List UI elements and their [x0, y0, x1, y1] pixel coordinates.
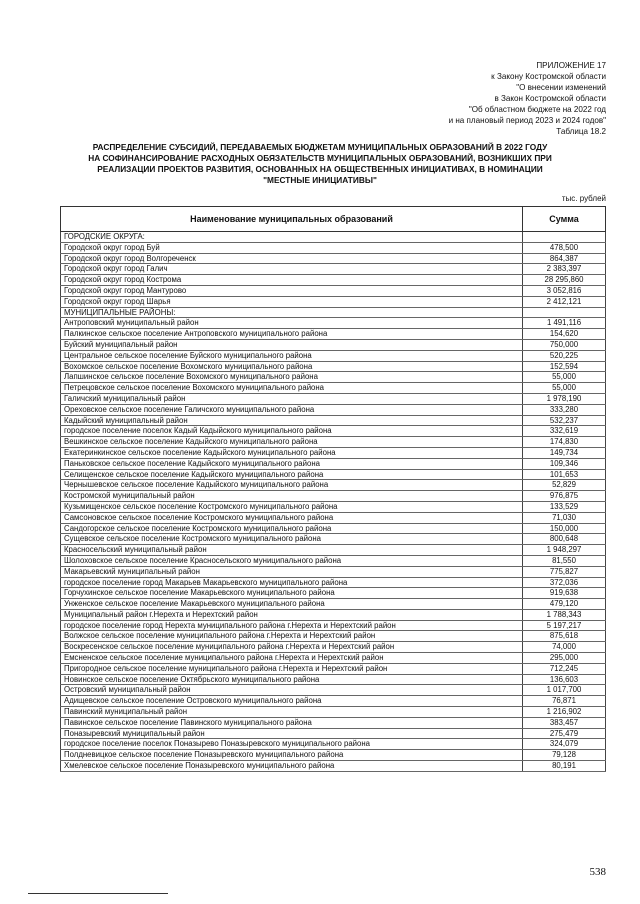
row-name: Сандогорское сельское поселение Костромского муниципального района [61, 523, 523, 534]
table-row [61, 242, 606, 253]
appendix-line: в Закон Костромской области [494, 94, 606, 103]
row-name: Костромской муниципальный район [61, 491, 523, 502]
row-sum: 76,871 [523, 696, 606, 707]
row-name: Новинское сельское поселение Октябрьского муниципального района [61, 674, 523, 685]
row-name: Буйский муниципальный район [61, 339, 523, 350]
appendix-line: "Об областном бюджете на 2022 год [468, 105, 606, 114]
row-sum: 750,000 [523, 339, 606, 350]
row-name: МУНИЦИПАЛЬНЫЕ РАЙОНЫ: [61, 307, 523, 318]
row-name: ГОРОДСКИЕ ОКРУГА: [61, 232, 523, 243]
row-sum: 1 216,902 [523, 707, 606, 718]
row-sum: 275,479 [523, 728, 606, 739]
row-name: Вешкинское сельское поселение Кадыйского муниципального района [61, 437, 523, 448]
table-row [61, 437, 606, 448]
row-sum [523, 232, 606, 243]
table-row [61, 750, 606, 761]
row-sum: 332,619 [523, 426, 606, 437]
title-line: РЕАЛИЗАЦИИ ПРОЕКТОВ РАЗВИТИЯ, ОСНОВАННЫХ НА ОБЩЕСТВЕННЫХ ИНИЦИАТИВАХ, В НОМИНАЦИИ [97, 164, 543, 174]
row-sum: 532,237 [523, 415, 606, 426]
row-sum: 976,875 [523, 491, 606, 502]
table-row [61, 609, 606, 620]
units-label: тыс. рублей [561, 194, 606, 203]
row-name: Городской округ город Мантурово [61, 285, 523, 296]
row-sum: 28 295,860 [523, 275, 606, 286]
row-sum: 149,734 [523, 447, 606, 458]
row-name: Городской округ город Буй [61, 242, 523, 253]
row-sum: 383,457 [523, 717, 606, 728]
table-row [61, 415, 606, 426]
row-sum: 324,079 [523, 739, 606, 750]
table-row [61, 761, 606, 772]
row-sum: 1 017,700 [523, 685, 606, 696]
row-name: Хмелевское сельское поселение Поназыревского муниципального района [61, 761, 523, 772]
table-row [61, 296, 606, 307]
header-sum: Сумма [523, 207, 606, 232]
row-sum: 136,603 [523, 674, 606, 685]
row-name: городское поселение поселок Поназырево Поназыревского муниципального района [61, 739, 523, 750]
table-body [61, 232, 606, 772]
table-row [61, 329, 606, 340]
row-name: Макарьевский муниципальный район [61, 566, 523, 577]
table-row [61, 307, 606, 318]
table-row [61, 653, 606, 664]
table-row [61, 285, 606, 296]
row-name: Унженское сельское поселение Макарьевского муниципального района [61, 599, 523, 610]
row-name: городское поселение поселок Кадый Кадыйского муниципального района [61, 426, 523, 437]
table-row [61, 232, 606, 243]
row-name: Вохомское сельское поселение Вохомского муниципального района [61, 361, 523, 372]
row-name: Паньковское сельское поселение Кадыйского муниципального района [61, 458, 523, 469]
table-row [61, 534, 606, 545]
table-row [61, 685, 606, 696]
table-row [61, 620, 606, 631]
row-sum: 81,550 [523, 555, 606, 566]
row-sum: 174,830 [523, 437, 606, 448]
row-sum: 150,000 [523, 523, 606, 534]
title-line: "МЕСТНЫЕ ИНИЦИАТИВЫ" [263, 175, 377, 185]
row-sum: 71,030 [523, 512, 606, 523]
title-line: НА СОФИНАНСИРОВАНИЕ РАСХОДНЫХ ОБЯЗАТЕЛЬСТВ МУНИЦИПАЛЬНЫХ ОБРАЗОВАНИЙ, ВОЗНИКШИХ ПРИ [88, 153, 552, 163]
row-name: Петрецовское сельское поселение Вохомского муниципального района [61, 383, 523, 394]
row-name: Городской округ город Кострома [61, 275, 523, 286]
row-sum: 55,000 [523, 372, 606, 383]
table-row [61, 501, 606, 512]
row-sum: 109,346 [523, 458, 606, 469]
appendix-line: к Закону Костромской области [491, 72, 606, 81]
row-name: Горчухинское сельское поселение Макарьевского муниципального района [61, 588, 523, 599]
row-name: Екатеринкинское сельское поселение Кадыйского муниципального района [61, 447, 523, 458]
table-row [61, 545, 606, 556]
row-name: Центральное сельское поселение Буйского муниципального района [61, 350, 523, 361]
table-row [61, 599, 606, 610]
row-name: Поназыревский муниципальный район [61, 728, 523, 739]
row-sum: 520,225 [523, 350, 606, 361]
table-row [61, 566, 606, 577]
row-name: Самсоновское сельское поселение Костромского муниципального района [61, 512, 523, 523]
table-row [61, 458, 606, 469]
table-row [61, 739, 606, 750]
row-sum: 864,387 [523, 253, 606, 264]
row-name: Городской округ город Галич [61, 264, 523, 275]
appendix-block [346, 60, 606, 137]
row-name: Селищенское сельское поселение Кадыйского муниципального района [61, 469, 523, 480]
row-name: Кадыйский муниципальный район [61, 415, 523, 426]
row-name: Шолоховское сельское поселение Красносельского муниципального района [61, 555, 523, 566]
row-sum: 5 197,217 [523, 620, 606, 631]
table-row [61, 350, 606, 361]
row-sum: 79,128 [523, 750, 606, 761]
row-sum: 1 978,190 [523, 393, 606, 404]
row-name: городское поселение город Макарьев Макарьевского муниципального района [61, 577, 523, 588]
row-sum: 775,827 [523, 566, 606, 577]
row-sum: 2 412,121 [523, 296, 606, 307]
row-sum: 52,829 [523, 480, 606, 491]
row-sum: 133,529 [523, 501, 606, 512]
table-row [61, 253, 606, 264]
row-name: Павинский муниципальный район [61, 707, 523, 718]
table-row [61, 426, 606, 437]
row-name: Лапшинское сельское поселение Вохомского муниципального района [61, 372, 523, 383]
row-name: Островский муниципальный район [61, 685, 523, 696]
table-row [61, 372, 606, 383]
row-name: Павинское сельское поселение Павинского муниципального района [61, 717, 523, 728]
row-name: Городской округ город Волгореченск [61, 253, 523, 264]
row-sum: 478,500 [523, 242, 606, 253]
row-name: Красносельский муниципальный район [61, 545, 523, 556]
table-row [61, 523, 606, 534]
appendix-line: "О внесении изменений [516, 83, 606, 92]
table-row [61, 642, 606, 653]
row-sum: 479,120 [523, 599, 606, 610]
table-row [61, 728, 606, 739]
row-sum: 55,000 [523, 383, 606, 394]
title-line: РАСПРЕДЕЛЕНИЕ СУБСИДИЙ, ПЕРЕДАВАЕМЫХ БЮДЖЕТАМ МУНИЦИПАЛЬНЫХ ОБРАЗОВАНИЙ В 2022 ГОДУ [92, 142, 548, 152]
table-row [61, 696, 606, 707]
document-title [50, 142, 590, 186]
row-name: Сущевское сельское поселение Костромского муниципального района [61, 534, 523, 545]
row-name: Галичский муниципальный район [61, 393, 523, 404]
table-row [61, 275, 606, 286]
table-row [61, 491, 606, 502]
table-row [61, 588, 606, 599]
table-row [61, 707, 606, 718]
row-name: Полдневицкое сельское поселение Поназыревского муниципального района [61, 750, 523, 761]
table-row [61, 447, 606, 458]
row-name: Волжское сельское поселение муниципального района г.Нерехта и Нерехтский район [61, 631, 523, 642]
table-row [61, 383, 606, 394]
table-row [61, 480, 606, 491]
appendix-line: Таблица 18.2 [556, 127, 606, 136]
table-row [61, 469, 606, 480]
table-row [61, 555, 606, 566]
row-sum: 875,618 [523, 631, 606, 642]
subsidy-table [60, 206, 606, 772]
table-row [61, 318, 606, 329]
row-name: Чернышевское сельское поселение Кадыйского муниципального района [61, 480, 523, 491]
row-name: Палкинское сельское поселение Антроповского муниципального района [61, 329, 523, 340]
table-row [61, 717, 606, 728]
row-sum: 800,648 [523, 534, 606, 545]
row-name: Пригородное сельское поселение муниципального района г.Нерехта и Нерехтский район [61, 663, 523, 674]
row-sum: 712,245 [523, 663, 606, 674]
row-name: Городской округ город Шарья [61, 296, 523, 307]
row-name: городское поселение город Нерехта муниципального района г.Нерехта и Нерехтский район [61, 620, 523, 631]
row-name: Муниципальный район г.Нерехта и Нерехтский район [61, 609, 523, 620]
table-row [61, 577, 606, 588]
table-row [61, 361, 606, 372]
footer-rule [28, 893, 168, 894]
table-row [61, 663, 606, 674]
row-sum: 154,620 [523, 329, 606, 340]
row-sum: 333,280 [523, 404, 606, 415]
row-sum: 919,638 [523, 588, 606, 599]
appendix-line: ПРИЛОЖЕНИЕ 17 [536, 61, 606, 70]
row-name: Антроповский муниципальный район [61, 318, 523, 329]
table-row [61, 404, 606, 415]
row-name: Ореховское сельское поселение Галичского муниципального района [61, 404, 523, 415]
row-name: Адищевское сельское поселение Островского муниципального района [61, 696, 523, 707]
row-sum: 295,000 [523, 653, 606, 664]
table-row [61, 512, 606, 523]
header-name: Наименование муниципальных образований [61, 207, 523, 232]
page-number: 538 [589, 866, 606, 878]
table-row [61, 339, 606, 350]
row-sum: 1 788,343 [523, 609, 606, 620]
row-sum [523, 307, 606, 318]
table-row [61, 674, 606, 685]
table-row [61, 631, 606, 642]
row-sum: 3 052,816 [523, 285, 606, 296]
row-name: Воскресенское сельское поселение муниципального района г.Нерехта и Нерехтский район [61, 642, 523, 653]
table-row [61, 393, 606, 404]
row-name: Емсненское сельское поселение муниципального района г.Нерехта и Нерехтский район [61, 653, 523, 664]
table-row [61, 264, 606, 275]
row-sum: 1 948,297 [523, 545, 606, 556]
row-sum: 152,594 [523, 361, 606, 372]
row-sum: 80,191 [523, 761, 606, 772]
row-sum: 372,036 [523, 577, 606, 588]
row-sum: 74,000 [523, 642, 606, 653]
row-name: Кузьмищенское сельское поселение Костромского муниципального района [61, 501, 523, 512]
row-sum: 1 491,116 [523, 318, 606, 329]
row-sum: 101,653 [523, 469, 606, 480]
row-sum: 2 383,397 [523, 264, 606, 275]
appendix-line: и на плановый период 2023 и 2024 годов" [448, 116, 606, 125]
